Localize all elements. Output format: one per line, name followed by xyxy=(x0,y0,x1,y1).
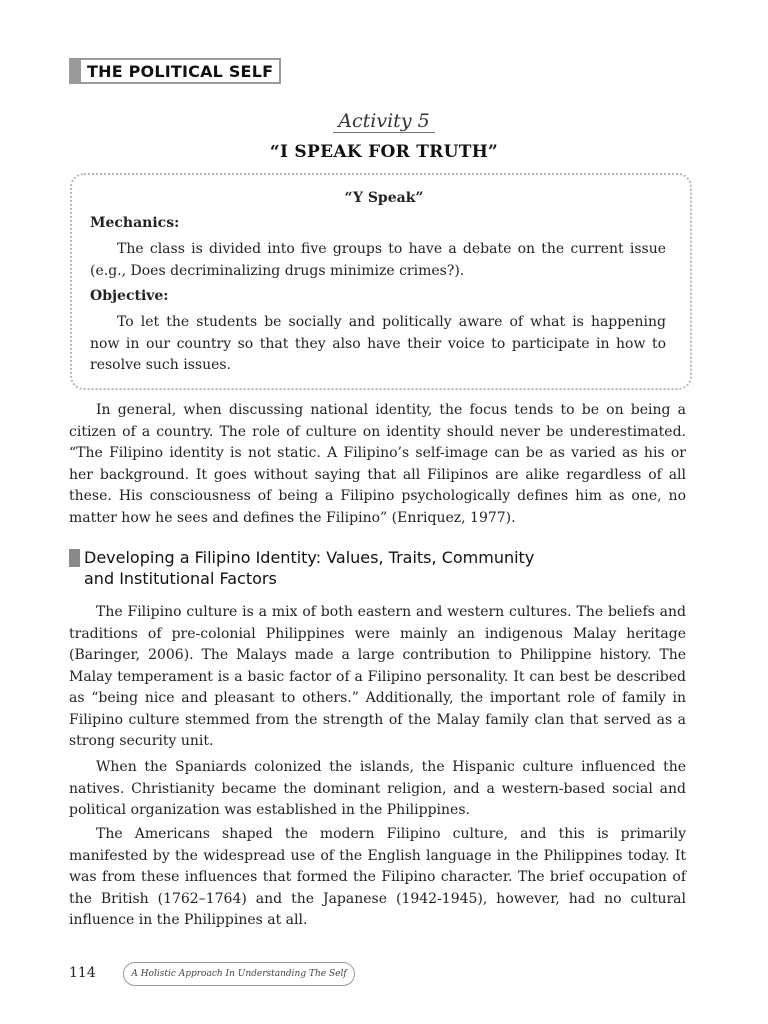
paragraph-4 xyxy=(69,824,686,932)
section-heading-text xyxy=(84,547,534,589)
chapter-header-bar xyxy=(69,58,81,84)
panel-title: “Y Speak” xyxy=(344,190,424,206)
section-heading-line-2: and Institutional Factors xyxy=(84,569,277,588)
paragraph-1 xyxy=(69,400,686,529)
section-heading xyxy=(69,547,534,589)
page-number: 114 xyxy=(69,965,96,981)
footer-book-title: A Holistic Approach In Understanding The Self xyxy=(123,962,355,986)
objective-text xyxy=(90,312,666,377)
section-heading-line-1: Developing a Filipino Identity: Values, Traits, Community xyxy=(84,548,535,567)
paragraph-2-text: The Filipino culture is a mix of both eastern and western cultures. The beliefs and traditions of pre-colonial Philippines were mainly an indigenous Malay heritage (Baringer, 2006). The Malays made a large contribution to Philippine history. The Malay temperament is a basic factor of a Filipino personality. It can best be described as “being nice and pleasant to others.” Additionally, the important role of family in Filipino culture stemmed from the strength of the Malay family clan that served as a strong security unit. xyxy=(69,604,686,749)
objective-text-content: To let the students be socially and politically aware of what is happening now in our country so that they also have their voice to participate in how to resolve such issues. xyxy=(90,314,666,373)
paragraph-4-text: The Americans shaped the modern Filipino culture, and this is primarily manifested by the widespread use of the English language in the Philippines today. It was from these influences that formed the Filipino character. The brief occupation of the British (1762–1764) and the Japanese (1942-1945), however, had no cultural influence in the Philippines at all. xyxy=(69,826,686,928)
activity-label: Activity 5 xyxy=(338,110,430,132)
mechanics-label: Mechanics: xyxy=(90,215,180,231)
activity-title: “I SPEAK FOR TRUTH” xyxy=(269,142,499,162)
chapter-title: THE POLITICAL SELF xyxy=(81,58,281,84)
paragraph-2 xyxy=(69,602,686,753)
mechanics-text-content: The class is divided into five groups to have a debate on the current issue (e.g., Does decriminalizing drugs minimize crimes?). xyxy=(90,241,666,279)
paragraph-1-text: In general, when discussing national identity, the focus tends to be on being a citizen of a country. The role of culture on identity should never be underestimated. “The Filipino identity is not static. A Filipino’s self-image can be as varied as his or her background. It goes without saying that all Filipinos are alike regardless of all these. His consciousness of being a Filipino psychologically defines him as one, no matter how he sees and defines the Filipino” (Enriquez, 1977). xyxy=(69,402,686,526)
section-heading-bar xyxy=(69,549,80,567)
mechanics-text xyxy=(90,239,666,282)
paragraph-3-text: When the Spaniards colonized the islands, the Hispanic culture influenced the natives. Christianity became the dominant religion, and a western-based social and political organization was established in the Philippines. xyxy=(69,759,686,818)
paragraph-3 xyxy=(69,757,686,822)
objective-label: Objective: xyxy=(90,288,169,304)
chapter-header xyxy=(69,58,281,84)
activity-underline xyxy=(333,132,435,133)
